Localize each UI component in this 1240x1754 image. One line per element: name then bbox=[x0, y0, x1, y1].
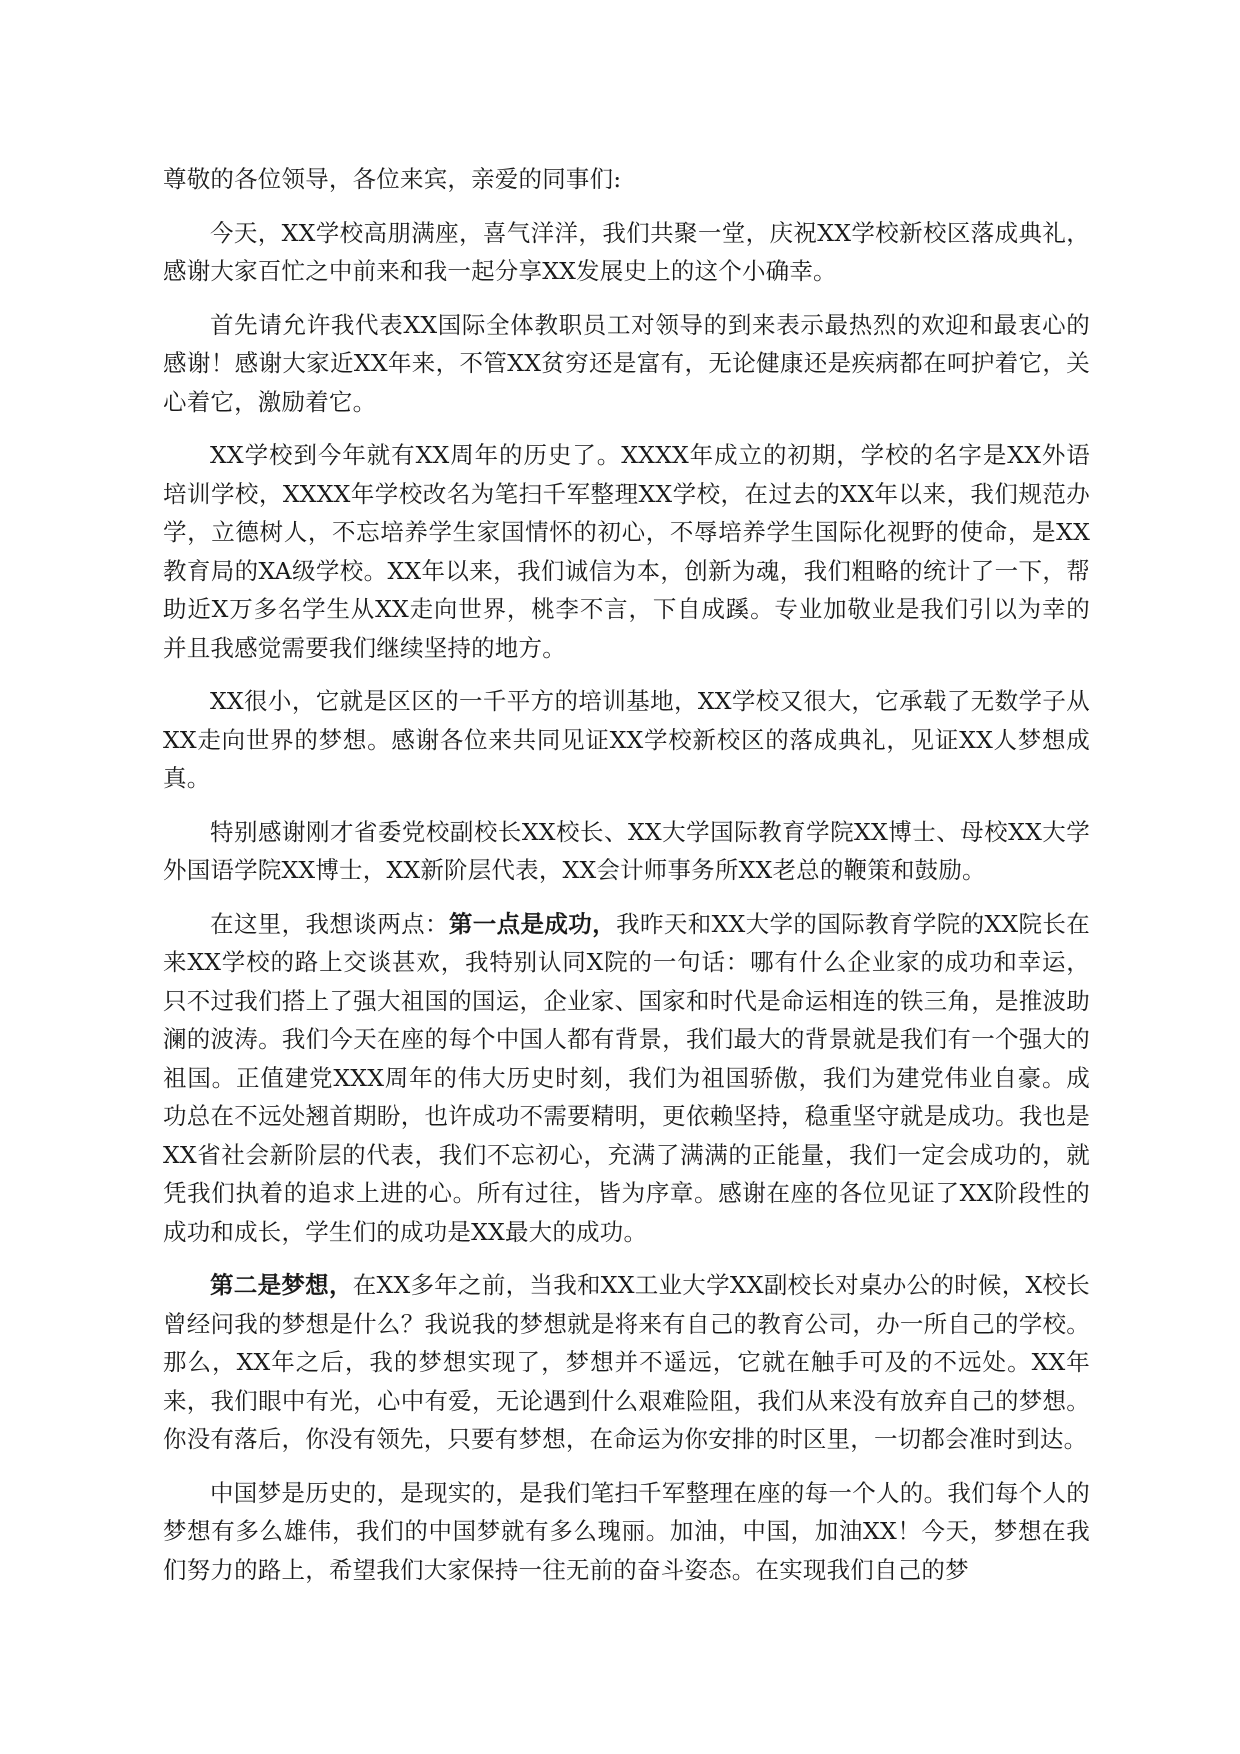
heading-dream: 第二是梦想， bbox=[210, 1271, 353, 1299]
paragraph-lead: 在这里，我想谈两点： bbox=[210, 909, 449, 938]
paragraph-point-success bbox=[163, 905, 1090, 1252]
salutation: 尊敬的各位领导，各位来宾，亲爱的同事们: bbox=[163, 165, 622, 193]
paragraph-body: 在XX多年之前，当我和XX工业大学XX副校长对桌办公的时候，X校长曾经问我的梦想是什么？我说我的梦想就是将来有自己的教育公司，办一所自己的学校。那么，XX年之后，我的梦想实现了，梦想并不遥远，它就在触手可及的不远处。XX年来，我们眼中有光，心中有爱，无论遇到什么艰难险阻，我们从来没有放弃自己的梦想。你没有落后，你没有领先，只要有梦想，在命运为你安排的时区里，一切都会准时到达。 bbox=[163, 1271, 1091, 1453]
paragraph-thanks: 首先请允许我代表XX国际全体教职员工对领导的到来表示最热烈的欢迎和最衷心的感谢！感谢大家近XX年来，不管XX贫穷还是富有，无论健康还是疾病都在呵护着它，关心着它，激励着它。 bbox=[163, 310, 1090, 416]
paragraph-welcome: 今天，XX学校高朋满座，喜气洋洋，我们共聚一堂，庆祝XX学校新校区落成典礼，感谢大家百忙之中前来和我一起分享XX发展史上的这个小确幸。 bbox=[163, 218, 1090, 285]
paragraph-body: 我昨天和XX大学的国际教育学院的XX院长在来XX学校的路上交谈甚欢，我特别认同X院的一句话：哪有什么企业家的成功和幸运，只不过我们搭上了强大祖国的国运，企业家、国家和时代是命运相连的铁三角，是推波助澜的波涛。我们今天在座的每个中国人都有背景，我们最大的背景就是我们有一个强大的祖国。正值建党XXX周年的伟大历史时刻，我们为祖国骄傲，我们为建党伟业自豪。成功总在不远处翘首期盼，也许成功不需要精明，更依赖坚持，稳重坚守就是成功。我也是XX省社会新阶层的代表，我们不忘初心，充满了满满的正能量，我们一定会成功的，就凭我们执着的追求上进的心。所有过往，皆为序章。感谢在座的各位见证了XX阶段性的成功和成长，学生们的成功是XX最大的成功。 bbox=[163, 909, 1091, 1246]
paragraph-dream-small-big: XX很小，它就是区区的一千平方的培训基地，XX学校又很大，它承载了无数学子从XX走向世界的梦想。感谢各位来共同见证XX学校新校区的落成典礼，见证XX人梦想成真。 bbox=[163, 687, 1090, 792]
paragraph-history: XX学校到今年就有XX周年的历史了。XXXX年成立的初期，学校的名字是XX外语培训学校，XXXX年学校改名为笔扫千军整理XX学校，在过去的XX年以来，我们规范办学，立德树人，不忘培养学生家国情怀的初心，不辱培养学生国际化视野的使命，是XX教育局的XA级学校。XX年以来，我们诚信为本，创新为魂，我们粗略的统计了一下，帮助近X万多名学生从XX走向世界，桃李不言，下自成蹊。专业加敬业是我们引以为幸的并且我感觉需要我们继续坚持的地方。 bbox=[163, 441, 1090, 662]
heading-success: 第一点是成功， bbox=[448, 909, 617, 938]
paragraph-point-dream bbox=[163, 1266, 1090, 1459]
paragraph-china-dream: 中国梦是历史的，是现实的，是我们笔扫千军整理在座的每一个人的。我们每个人的梦想有多么雄伟，我们的中国梦就有多么瑰丽。加油，中国，加油XX！今天，梦想在我们努力的路上，希望我们大家保持一往无前的奋斗姿态。在实现我们自己的梦 bbox=[163, 1478, 1090, 1584]
paragraph-special-thanks: 特别感谢刚才省委党校副校长XX校长、XX大学国际教育学院XX博士、母校XX大学外国语学院XX博士，XX新阶层代表，XX会计师事务所XX老总的鞭策和鼓励。 bbox=[163, 817, 1090, 884]
